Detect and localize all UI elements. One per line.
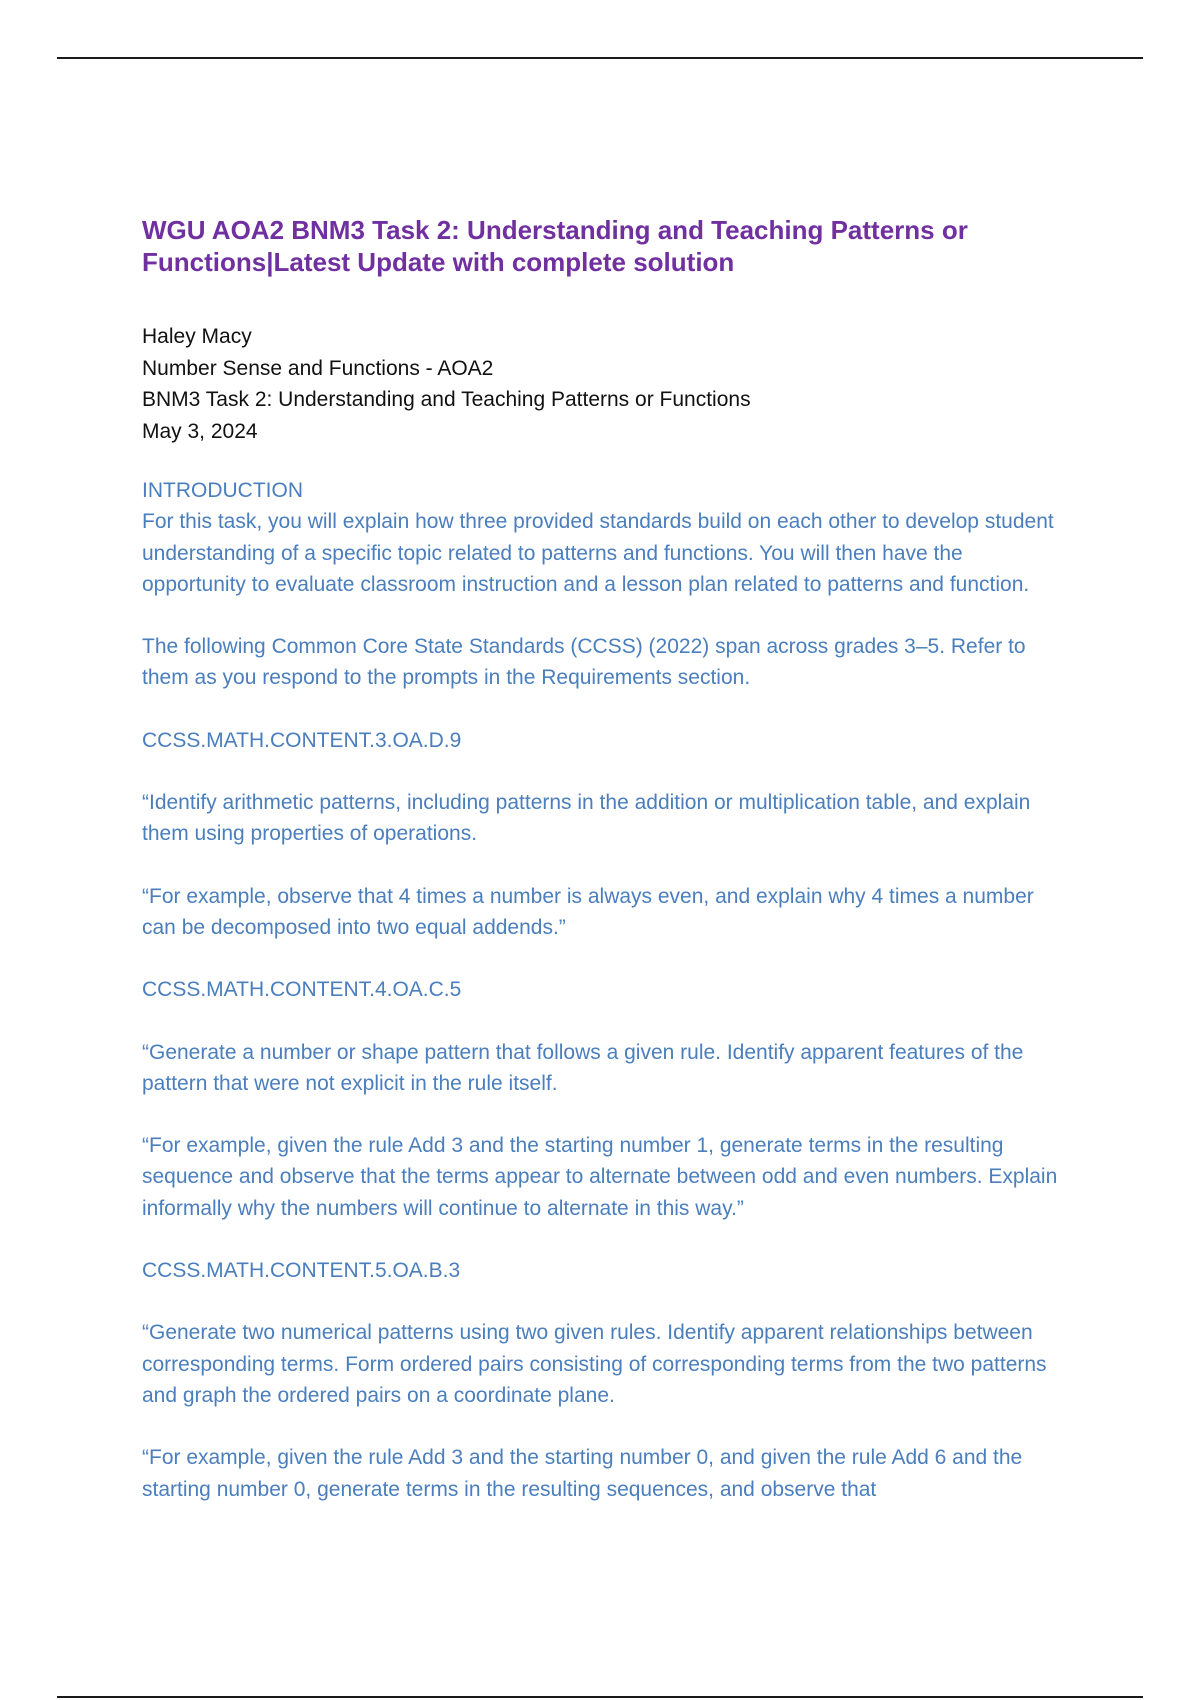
author-name: Haley Macy [142, 325, 252, 348]
bottom-rule [57, 1696, 1143, 1698]
standard-example: “For example, observe that 4 times a number is always even, and explain why 4 times a number can be decomposed into two equal addends.” [142, 884, 1034, 939]
author-block [142, 321, 1072, 447]
task-name: BNM3 Task 2: Understanding and Teaching Patterns or Functions [142, 388, 751, 411]
standards-intro: The following Common Core State Standards (CCSS) (2022) span across grades 3–5. Refer to them as you respond to the prompts in the Requirements section. [142, 635, 1026, 690]
top-rule [57, 57, 1143, 59]
intro-paragraph: For this task, you will explain how three provided standards build on each other to develop student understanding of a specific topic related to patterns and functions. You will then have the opportunity to evaluate classroom instruction and a lesson plan related to patterns and function. [142, 510, 1054, 596]
standard-example: “For example, given the rule Add 3 and the starting number 1, generate terms in the resulting sequence and observe that the terms appear to alternate between odd and even numbers. Explain informally why the numbers will continue to alternate in this way.” [142, 1134, 1058, 1220]
standard-text: “Generate a number or shape pattern that follows a given rule. Identify apparent features of the pattern that were not explicit in the rule itself. [142, 1040, 1024, 1095]
document-title: WGU AOA2 BNM3 Task 2: Understanding and Teaching Patterns or Functions|Latest Update with complete solution [142, 215, 968, 277]
standard-example: “For example, given the rule Add 3 and the starting number 0, and given the rule Add 6 and the starting number 0, generate terms in the resulting sequences, and observe that [142, 1446, 1023, 1501]
document-body [142, 214, 1072, 1505]
document-date: May 3, 2024 [142, 419, 258, 443]
standard-code: CCSS.MATH.CONTENT.5.OA.B.3 [142, 1259, 461, 1283]
intro-heading: INTRODUCTION [142, 479, 303, 502]
course-name: Number Sense and Functions - AOA2 [142, 356, 494, 380]
standard-code: CCSS.MATH.CONTENT.4.OA.C.5 [142, 978, 462, 1002]
standard-text: “Identify arithmetic patterns, including patterns in the addition or multiplication table, and explain them using properties of operations. [142, 791, 1031, 846]
standard-text: “Generate two numerical patterns using two given rules. Identify apparent relationships between corresponding terms. Form ordered pairs consisting of corresponding terms from the two patterns and graph the ordered pairs on a coordinate plane. [142, 1321, 1047, 1407]
standard-code: CCSS.MATH.CONTENT.3.OA.D.9 [142, 728, 462, 752]
